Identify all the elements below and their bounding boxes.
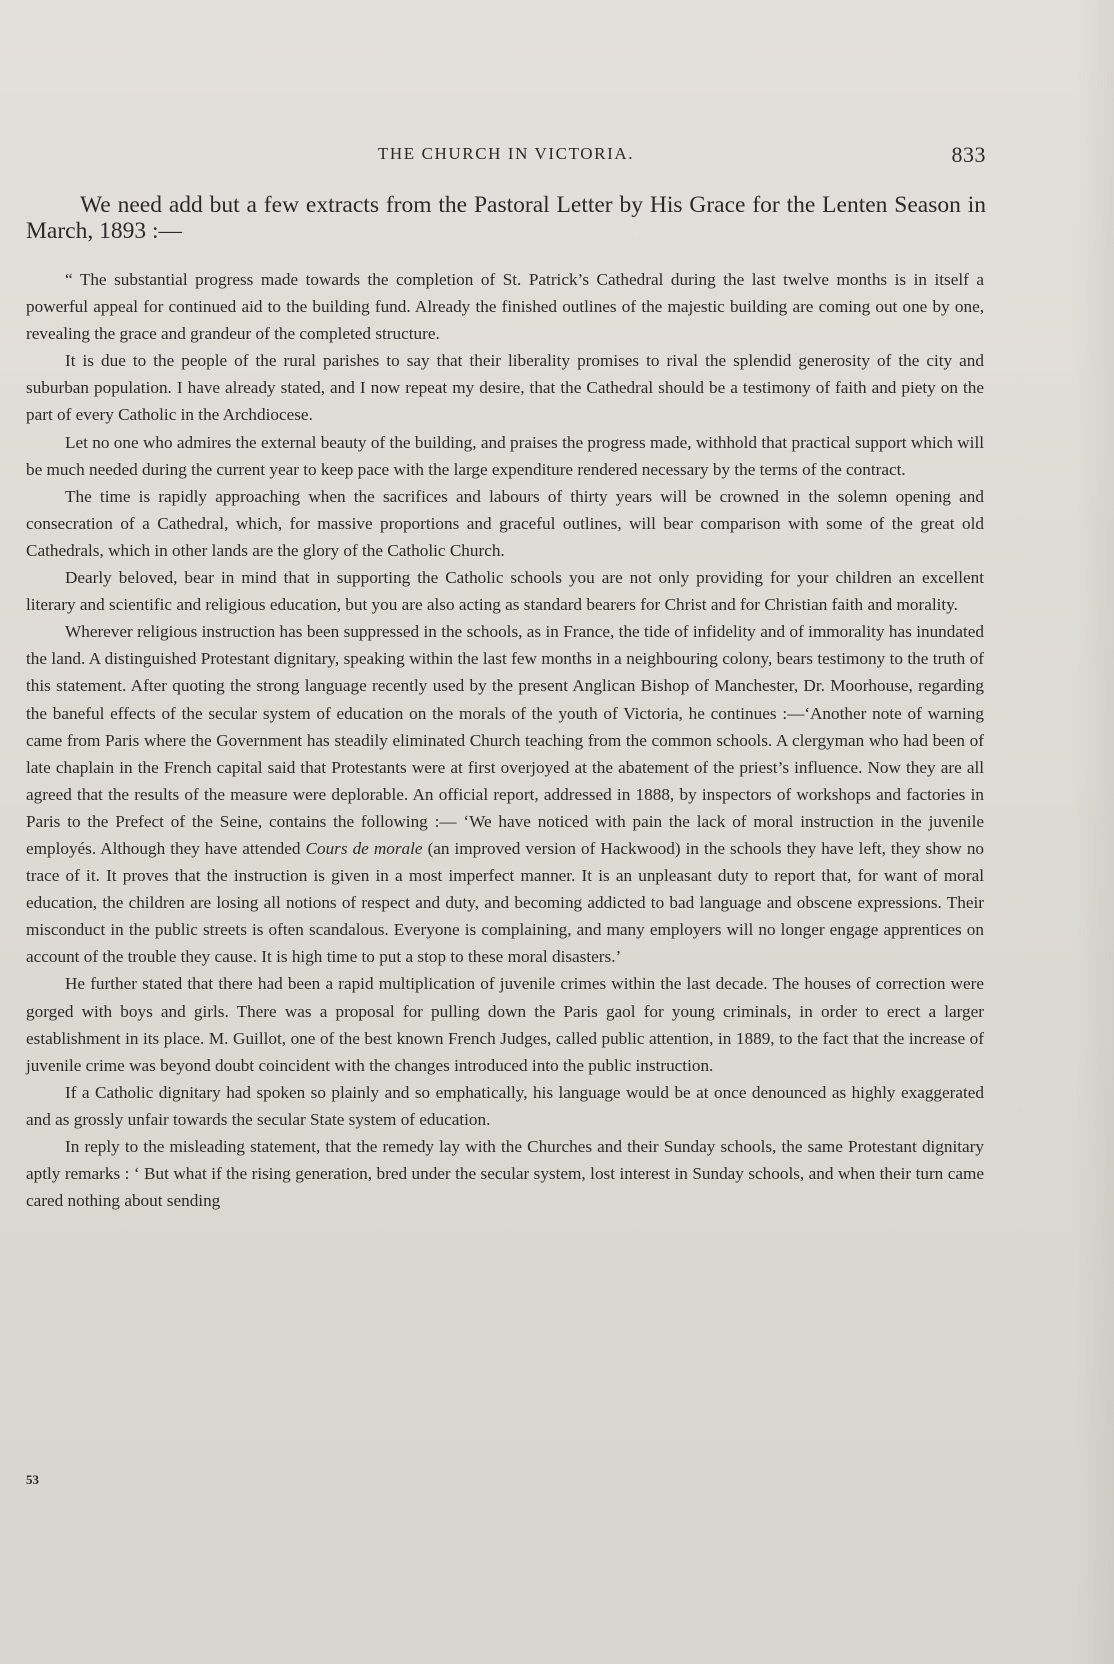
paragraph-juvenile-crimes: He further stated that there had been a rapid multiplication of juvenile crimes within the last decade. The houses of correction were gorged with boys and girls. There was a proposal for pulling down the Paris gaol for young criminals, in order to erect a larger establishment in its place. M. Guillot, one of the best known French Judges, called public attention, in 1889, to the fact that the increase of juvenile crime was beyond doubt coincident with the changes introduced into the public instruction. (26, 974, 984, 1075)
paragraph-cathedral-progress: “ The substantial progress made towards the completion of St. Patrick’s Cathedral during the last twelve months is in itself a powerful appeal for continued aid to the building fund. Already the finished outlines of the majestic building are coming out one by one, revealing the grace and grandeur of the completed structure. (26, 270, 984, 344)
page-number: 833 (951, 142, 986, 167)
paragraph-rural-parishes: It is due to the people of the rural parishes to say that their liberality promises to rival the splendid generosity of the city and suburban population. I have already stated, and I now repeat my desire, that the Cathedral should be a testimony of faith and piety on the part of every Catholic in the Archdiocese. (26, 351, 984, 425)
paragraph-text-after: (an improved version of Hackwood) in the schools they have left, they show no trace of it. It proves that the instruction is given in a most imperfect manner. It is an unpleasant duty to report that, for want of moral education, the children are losing all notions of respect and duty, and becoming addicted to bad language and obscene expressions. Their misconduct in the public streets is often scandalous. Everyone is complaining, and many employers will no longer engage apprentices on account of the trouble they cause. It is high time to put a stop to these moral disasters.’ (26, 838, 985, 967)
running-title: THE CHURCH IN VICTORIA. (377, 144, 635, 163)
paragraph-catholic-schools: Dearly beloved, bear in mind that in supporting the Catholic schools you are not only providing for your children an excellent literary and scientific and religious education, but you are also acting as standard bearers for Christ and for Christian faith and morality. (26, 568, 984, 615)
paragraph-practical-support: Let no one who admires the external beauty of the building, and praises the progress made, withhold that practical support which will be much needed during the current year to keep pace with the large expenditure rendered necessary by the terms of the contract. (26, 432, 984, 479)
signature-mark: 53 (26, 1472, 39, 1487)
paragraph-religious-instruction (26, 618, 984, 970)
paragraph-catholic-dignitary: If a Catholic dignitary had spoken so plainly and so emphatically, his language would be at once denounced as highly exaggerated and as grossly unfair towards the secular State system of education. (26, 1082, 984, 1129)
page-edge-shadow (1074, 0, 1114, 1664)
paragraph-consecration: The time is rapidly approaching when the sacrifices and labours of thirty years will be crowned in the solemn opening and consecration of a Cathedral, which, for massive proportions and graceful outlines, will bear comparison with some of the great old Cathedrals, which in other lands are the glory of the Catholic Church. (26, 486, 984, 560)
running-header (26, 142, 986, 166)
intro-paragraph: We need add but a few extracts from the Pastoral Letter by His Grace for the Lenten Season in March, 1893 :— (26, 192, 986, 244)
paragraph-sunday-schools: In reply to the misleading statement, that the remedy lay with the Churches and their Sunday schools, the same Protestant dignitary aptly remarks : ‘ But what if the rising generation, bred under the secular system, lost interest in Sunday schools, and when their turn came cared nothing about sending (26, 1137, 984, 1211)
italic-title: Cours de morale (305, 838, 423, 858)
paragraph-text-before: Wherever religious instruction has been suppressed in the schools, as in France, the tide of infidelity and of immorality has inundated the land. A distinguished Protestant dignitary, speaking within the last few months in a neighbouring colony, bears testimony to the truth of this statement. After quoting the strong language recently used by the present Anglican Bishop of Manchester, Dr. Moorhouse, regarding the baneful effects of the secular system of education on the morals of the youth of Victoria, he continues :—‘Another note of warning came from Paris where the Government has steadily eliminated Church teaching from the common schools. A clergyman who had been of late chaplain in the French capital said that Protestants were at first overjoyed at the abatement of the priest’s influence. Now they are all agreed that the results of the measure were deplorable. An official report, addressed in 1888, by inspectors of workshops and factories in Paris to the Prefect of the Seine, contains the following :— ‘We have noticed with pain the lack of moral instruction in the juvenile employés. Although they have attended (26, 622, 984, 858)
body-text (26, 266, 984, 1214)
